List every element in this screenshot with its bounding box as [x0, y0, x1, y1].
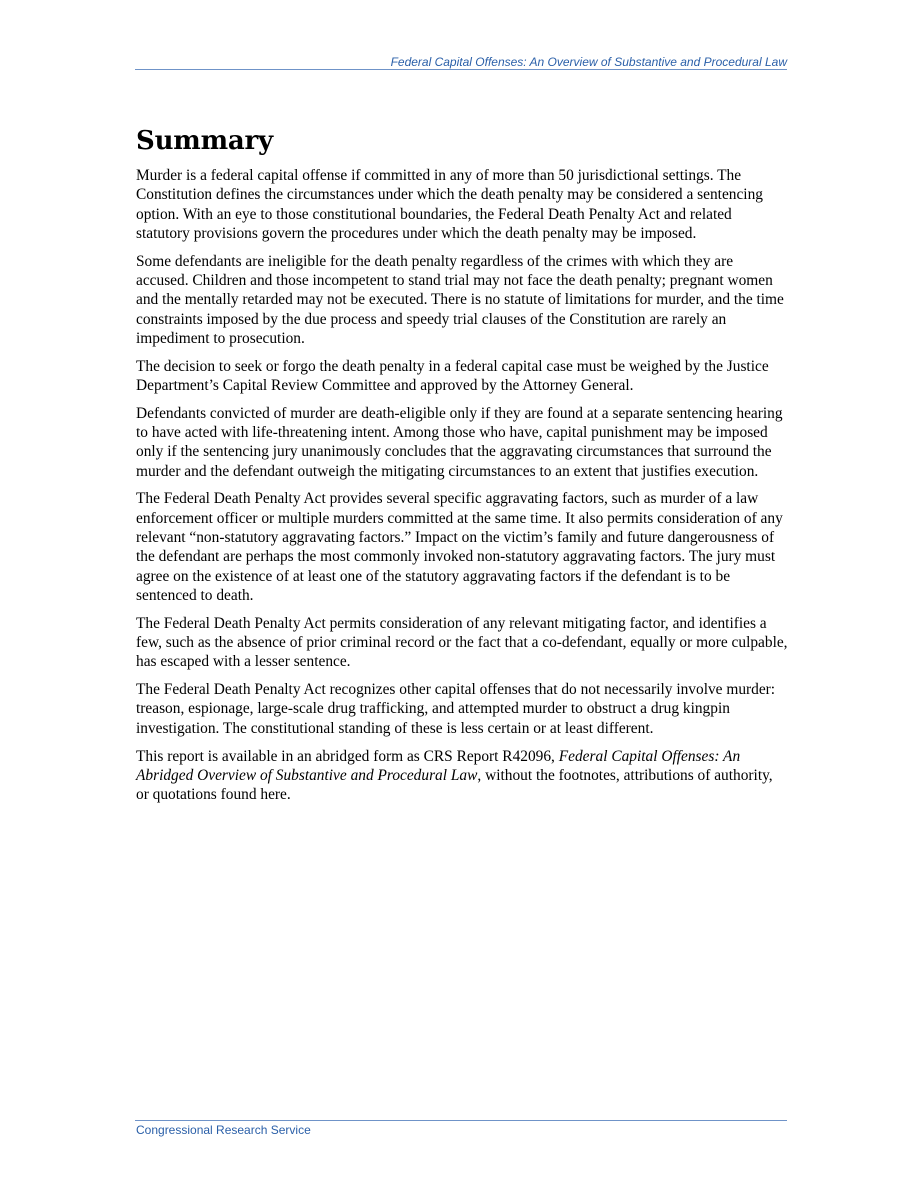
running-header: Federal Capital Offenses: An Overview of Substantive and Procedural Law — [390, 55, 787, 69]
summary-section — [136, 124, 788, 813]
section-heading: Summary — [136, 126, 273, 156]
abridged-report-note-end: , without the footnotes, attributions of authority, or quotations found here. — [136, 766, 773, 804]
summary-paragraph-7: The Federal Death Penalty Act recognizes other capital offenses that do not necessarily involve murder: treason, espionage, large-scale drug trafficking, and attempted murder to obstruct a drug kingpin investigation. The constitutional standing of these is less certain or at least different. — [136, 681, 776, 737]
summary-paragraph-1: Murder is a federal capital offense if committed in any of more than 50 jurisdictional settings. The Constitution defines the circumstances under which the death penalty may be considered a sentencing option. With an eye to those constitutional boundaries, the Federal Death Penalty Act and related statutory provisions govern the procedures under which the death penalty may be imposed. — [136, 167, 763, 242]
footer-divider — [135, 1120, 787, 1121]
summary-paragraph-5: The Federal Death Penalty Act provides several specific aggravating factors, such as murder of a law enforcement officer or multiple murders committed at the same time. It also permits consideration of any relevant “non-statutory aggravating factors.” Impact on the victim’s family and future dangerousness of the defendant are perhaps the most commonly invoked non-statutory aggravating factors. The jury must agree on the existence of at least one of the statutory aggravating factors if the defendant is to be sentenced to death. — [136, 490, 783, 604]
header-divider — [135, 69, 787, 70]
abridged-report-title: Federal Capital Offenses: An Abridged Overview of Substantive and Procedural Law — [136, 747, 741, 784]
summary-paragraph-4: Defendants convicted of murder are death-eligible only if they are found at a separate sentencing hearing to have acted with life-threatening intent. Among those who have, capital punishment may be imposed only if the sentencing jury unanimously concludes that the aggravating circumstances that surround the murder and the defendant outweigh the mitigating circumstances to an extent that justifies execution. — [136, 404, 783, 480]
summary-paragraph-6: The Federal Death Penalty Act permits consideration of any relevant mitigating factor, and identifies a few, such as the absence of prior criminal record or the fact that a co-defendant, equally or more culpable, has escaped with a lesser sentence. — [136, 614, 788, 671]
footer-organization: Congressional Research Service — [136, 1123, 311, 1137]
summary-paragraph-2: Some defendants are ineligible for the death penalty regardless of the crimes with which they are accused. Children and those incompetent to stand trial may not face the death penalty; pregnant women and the mentally retarded may not be executed. There is no statute of limitations for murder, and the time constraints imposed by the due process and speedy trial clauses of the Constitution are rarely an impediment to prosecution. — [136, 252, 784, 347]
summary-paragraph-8 — [136, 747, 788, 805]
abridged-report-note: This report is available in an abridged form as CRS Report R42096, — [136, 747, 559, 765]
summary-paragraph-3: The decision to seek or forgo the death penalty in a federal capital case must be weighed by the Justice Department’s Capital Review Committee and approved by the Attorney General. — [136, 357, 769, 394]
